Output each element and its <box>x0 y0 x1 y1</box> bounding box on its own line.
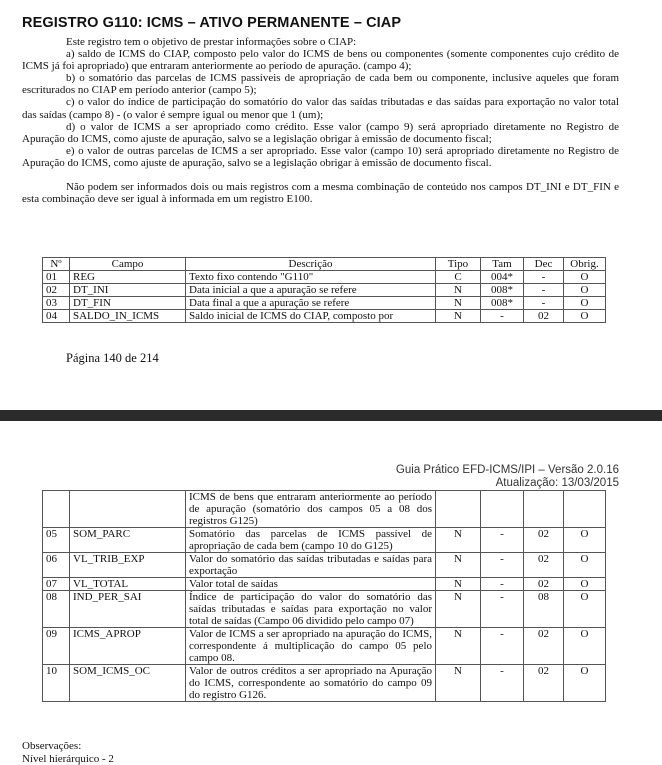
page-separator <box>0 410 662 421</box>
table-row <box>43 591 606 628</box>
header-cell: Tipo <box>436 258 481 271</box>
cell-tam: - <box>481 528 524 553</box>
cell-descricao: Data inicial a que a apuração se refere <box>186 284 436 297</box>
cell-tam: - <box>481 591 524 628</box>
cell-obrig <box>564 491 606 528</box>
header-cell: Descrição <box>186 258 436 271</box>
update-date: Atualização: 13/03/2015 <box>495 477 619 489</box>
cell-tam: - <box>481 310 524 323</box>
intro-paragraph: b) o somatório das parcelas de ICMS passíveis de apropriação de cada bem ou componente, inclusive aqueles que foram escriturados no CIAP em período anterior (campo 5); <box>22 72 619 97</box>
table-row <box>43 271 606 284</box>
cell-campo: SOM_ICMS_OC <box>70 665 186 702</box>
cell-descricao: Texto fixo contendo "G110" <box>186 271 436 284</box>
cell-obrig: O <box>564 297 606 310</box>
fields-table <box>42 257 606 323</box>
cell-tam: 004* <box>481 271 524 284</box>
cell-descricao: Saldo inicial de ICMS do CIAP, composto por <box>186 310 436 323</box>
cell-descricao: ICMS de bens que entraram anteriormente ao período de apuração (somatório dos campos 05 a 08 dos registros G125) <box>186 491 436 528</box>
header-cell: Tam <box>481 258 524 271</box>
table-row <box>43 578 606 591</box>
cell-tam: 008* <box>481 284 524 297</box>
cell-descricao: Valor de ICMS a ser apropriado na apuração do ICMS, correspondente á multiplicação do campo 05 pelo campo 08. <box>186 628 436 665</box>
cell-campo: DT_INI <box>70 284 186 297</box>
cell-tipo: N <box>436 310 481 323</box>
cell-dec: 02 <box>524 528 564 553</box>
cell-campo <box>70 491 186 528</box>
cell-tipo: N <box>436 528 481 553</box>
header-cell: Campo <box>70 258 186 271</box>
intro-paragraph: e) o valor de outras parcelas de ICMS a ser apropriado. Esse valor (campo 10) será apropriado diretamente no Registro de Apuração do ICMS, como ajuste de apuração, salvo se a legislação obrigar à emissão de documento fiscal. <box>22 144 619 169</box>
cell-campo: REG <box>70 271 186 284</box>
cell-tipo: N <box>436 284 481 297</box>
cell-obrig: O <box>564 284 606 297</box>
cell-campo: SALDO_IN_ICMS <box>70 310 186 323</box>
cell-obrig: O <box>564 310 606 323</box>
cell-descricao: Valor total de saídas <box>186 578 436 591</box>
cell-tipo: N <box>436 578 481 591</box>
cell-num: 04 <box>43 310 70 323</box>
table-row <box>43 528 606 553</box>
cell-num <box>43 491 70 528</box>
cell-campo: ICMS_APROP <box>70 628 186 665</box>
cell-tipo: N <box>436 628 481 665</box>
cell-tam: - <box>481 665 524 702</box>
cell-dec: 02 <box>524 628 564 665</box>
table-row <box>43 284 606 297</box>
cell-num: 09 <box>43 628 70 665</box>
cell-tipo: N <box>436 553 481 578</box>
cell-descricao: Valor de outros créditos a ser apropriado na Apuração do ICMS, correspondente ao somatório do campo 09 do registro G126. <box>186 665 436 702</box>
cell-dec: 08 <box>524 591 564 628</box>
cell-dec: 02 <box>524 553 564 578</box>
cell-tam <box>481 491 524 528</box>
header-cell: Nº <box>43 258 70 271</box>
table-header-row <box>43 258 606 271</box>
cell-dec: 02 <box>524 665 564 702</box>
header-cell: Dec <box>524 258 564 271</box>
cell-obrig: O <box>564 591 606 628</box>
cell-dec: - <box>524 271 564 284</box>
cell-tipo: N <box>436 665 481 702</box>
cell-tipo: N <box>436 591 481 628</box>
header-cell: Obrig. <box>564 258 606 271</box>
register-title: REGISTRO G110: ICMS – ATIVO PERMANENTE – CIAP <box>22 15 402 31</box>
cell-obrig: O <box>564 553 606 578</box>
table-row <box>43 491 606 528</box>
cell-num: 10 <box>43 665 70 702</box>
cell-tipo: N <box>436 297 481 310</box>
intro-paragraph: d) o valor de ICMS a ser apropriado como crédito. Esse valor (campo 9) será apropriado diretamente no Registro de Apuração do ICMS, como ajuste de apuração, salvo se a legislação obrigar à emissão de documento fiscal; <box>22 120 619 145</box>
cell-num: 05 <box>43 528 70 553</box>
cell-campo: IND_PER_SAI <box>70 591 186 628</box>
cell-dec: - <box>524 297 564 310</box>
table-row <box>43 553 606 578</box>
cell-num: 01 <box>43 271 70 284</box>
cell-dec: 02 <box>524 578 564 591</box>
cell-obrig: O <box>564 665 606 702</box>
cell-descricao: Valor do somatório das saídas tributadas e saídas para exportação <box>186 553 436 578</box>
page-number: Página 140 de 214 <box>66 351 159 365</box>
cell-num: 02 <box>43 284 70 297</box>
cell-descricao: Somatório das parcelas de ICMS passível de apropriação de cada bem (campo 10 do G125) <box>186 528 436 553</box>
cell-campo: DT_FIN <box>70 297 186 310</box>
hierarchy-level: Nível hierárquico - 2 <box>22 753 114 765</box>
cell-obrig: O <box>564 628 606 665</box>
cell-tipo: C <box>436 271 481 284</box>
intro-text <box>22 36 619 205</box>
cell-num: 07 <box>43 578 70 591</box>
intro-paragraph: Não podem ser informados dois ou mais registros com a mesma combinação de conteúdo nos campos DT_INI e DT_FIN e esta combinação deve ser igual à informada em um registro E100. <box>22 181 619 206</box>
cell-num: 08 <box>43 591 70 628</box>
table-row <box>43 310 606 323</box>
cell-dec <box>524 491 564 528</box>
cell-descricao: Índice de participação do valor do somatório das saídas tributadas e saídas para exportação no valor total de saídas (Campo 06 dividido pelo campo 07) <box>186 591 436 628</box>
cell-campo: VL_TRIB_EXP <box>70 553 186 578</box>
cell-obrig: O <box>564 528 606 553</box>
intro-paragraph: Este registro tem o objetivo de prestar informações sobre o CIAP: <box>66 36 357 48</box>
cell-num: 06 <box>43 553 70 578</box>
table-row <box>43 665 606 702</box>
intro-paragraph: c) o valor do índice de participação do somatório do valor das saídas tributadas e das saídas para exportação no valor total das saídas (campo 8) - (o valor é sempre igual ou menor que 1 (um); <box>22 96 619 121</box>
table-row <box>43 297 606 310</box>
intro-paragraph: a) saldo de ICMS do CIAP, composto pelo valor do ICMS de bens ou componentes (somente componentes cujo crédito de ICMS já foi apropriado) que entraram anteriormente ao período de apuração. (campo 4); <box>22 48 619 73</box>
cell-tam: - <box>481 553 524 578</box>
cell-tam: 008* <box>481 297 524 310</box>
cell-obrig: O <box>564 271 606 284</box>
cell-tam: - <box>481 628 524 665</box>
cell-descricao: Data final a que a apuração se refere <box>186 297 436 310</box>
cell-dec: 02 <box>524 310 564 323</box>
table-row <box>43 628 606 665</box>
cell-obrig: O <box>564 578 606 591</box>
cell-campo: VL_TOTAL <box>70 578 186 591</box>
cell-tipo <box>436 491 481 528</box>
guide-version: Guia Prático EFD-ICMS/IPI – Versão 2.0.16 <box>395 464 619 476</box>
cell-campo: SOM_PARC <box>70 528 186 553</box>
fields-table-continued <box>42 490 606 702</box>
cell-num: 03 <box>43 297 70 310</box>
cell-tam: - <box>481 578 524 591</box>
cell-dec: - <box>524 284 564 297</box>
observations-label: Observações: <box>22 740 82 752</box>
